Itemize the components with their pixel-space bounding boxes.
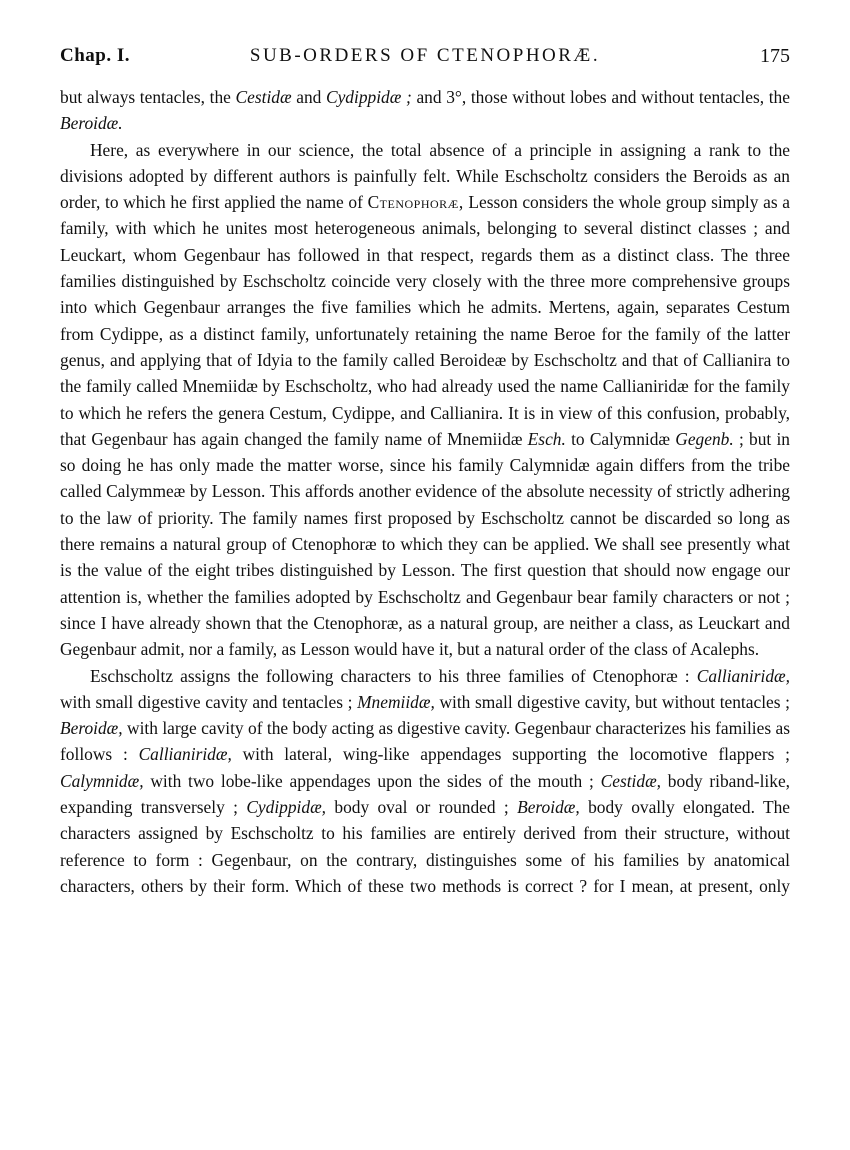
- italic-taxon-name: Beroidæ,: [60, 718, 123, 739]
- italic-taxon-name: Gegenb.: [675, 428, 734, 449]
- running-header: [60, 38, 790, 74]
- italic-taxon-name: Mnemiidæ,: [357, 691, 435, 712]
- italic-taxon-name: Callianiridæ,: [138, 744, 232, 765]
- running-title: SUB-ORDERS OF CTENOPHORÆ.: [249, 45, 601, 66]
- text-run: with two lobe-like appendages upon the sides of the mouth ;: [143, 770, 601, 791]
- text-run: Eschscholtz assigns the following characters to his three families of Ctenophoræ :: [90, 665, 697, 686]
- text-run: ; but in so doing he has only made the matter worse, since his family Calymnidæ again differs from the tribe called Calymmeæ by Lesson. This affords another evidence of the absolute necessity of strictly adhering to the law of priority. The family names first proposed by Eschscholtz cannot be discarded so long as there remains a natural group of Ctenophoræ to which they can be applied. We shall see presently what is the value of the eight tribes distinguished by Lesson. The first question that should now engage our attention is, whether the families adopted by Eschscholtz and Gegenbaur bear family characters or not ; since I have already shown that the Ctenophoræ, as a natural group, are neither a class, as Leuckart and Gegenbaur admit, nor a family, as Lesson would have it, but a natural order of the class of Acalephs.: [60, 428, 790, 660]
- paragraph: [60, 84, 790, 137]
- text-run: body riband-like, expanding transversely ;: [60, 770, 791, 818]
- italic-taxon-name: Beroidæ,: [517, 797, 580, 818]
- paragraph: [60, 137, 790, 663]
- page-number: 175: [760, 45, 790, 67]
- paragraph: [60, 663, 790, 900]
- text-run: with large cavity of the body acting as digestive cavity. Gegenbaur characterizes his families as follows :: [60, 718, 790, 765]
- italic-taxon-name: Cestidæ: [235, 87, 292, 107]
- small-caps-term: Ctenophoræ,: [367, 192, 464, 213]
- text-run: with lateral, wing-like appendages supporting the locomotive flappers ;: [231, 744, 790, 765]
- italic-taxon-name: Callianiridæ,: [696, 665, 790, 686]
- text-run: body ovally elongated. The characters assigned by Eschscholtz to his families are entirely derived from their structure, without reference to form : Gegenbaur, on the contrary, distinguishes some of his families by anatomical characters, others by their form. Which of these two methods is correct ? for I mean, at present, only: [60, 797, 791, 896]
- book-page: [60, 38, 790, 899]
- text-run: with small digestive cavity and tentacles ;: [60, 691, 358, 712]
- text-run: but always tentacles, the: [60, 87, 236, 107]
- italic-taxon-name: Cydippidæ ;: [325, 87, 412, 107]
- italic-taxon-name: Cydippidæ,: [246, 797, 327, 818]
- text-run: and 3°, those without lobes and without tentacles, the: [411, 87, 790, 107]
- text-run: Here, as everywhere in our science, the total absence of a principle in assigning a rank to the divisions adopted by different authors is painfully felt. While Eschscholtz considers the Beroids as an order, to which he first applied the name of: [60, 139, 790, 213]
- italic-taxon-name: Calymnidæ,: [60, 770, 144, 791]
- italic-taxon-name: Beroidæ.: [60, 113, 123, 134]
- italic-taxon-name: Esch.: [527, 428, 566, 449]
- page-body-text: [60, 84, 790, 899]
- text-run: Lesson considers the whole group simply as a family, with which he unites most heterogeneous animals, belonging to several distinct classes ; and Leuckart, whom Gegenbaur has followed in that respect, regards them as a distinct class. The three families distinguished by Eschscholtz coincide very closely with the three more comprehensive groups into which Gegenbaur arranges the five families which he admits. Mertens, again, separates Cestum from Cydippe, as a distinct family, unfortunately retaining the name Beroe for the family of the latter genus, and applying that of Idyia to the family called Beroideæ by Eschscholtz and that of Callianira to the family called Mnemiidæ by Eschscholtz, who had already used the name Callianiridæ for the family to which he refers the genera Cestum, Cydippe, and Callianira. It is in view of this confusion, probably, that Gegenbaur has again changed the family name of Mnemiidæ: [60, 192, 790, 449]
- text-run: and: [291, 87, 326, 107]
- text-run: body oval or rounded ;: [326, 797, 518, 818]
- text-run: to Calymnidæ: [565, 428, 676, 449]
- text-run: with small digestive cavity, but without tentacles ;: [434, 691, 790, 712]
- italic-taxon-name: Cestidæ,: [600, 770, 662, 791]
- chapter-label: Chap. I.: [60, 45, 130, 66]
